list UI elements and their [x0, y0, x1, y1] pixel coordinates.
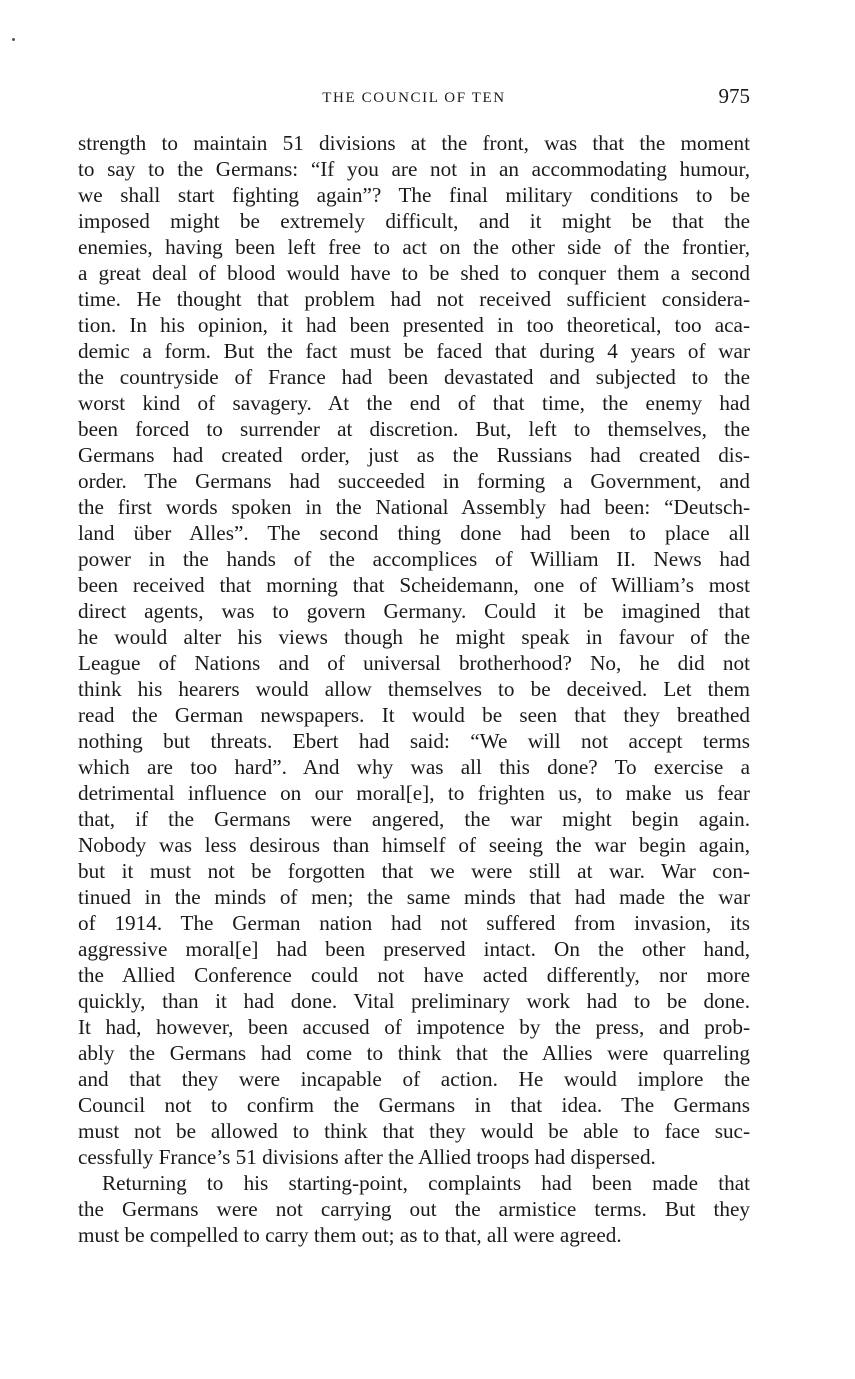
text-line: aggressive moral[e] had been preserved intact. On the other hand,: [78, 937, 750, 961]
text-line: quickly, than it had done. Vital preliminary work had to be done.: [78, 989, 750, 1013]
page-speck: [12, 38, 15, 41]
text-line: read the German newspapers. It would be seen that they breathed: [78, 703, 750, 727]
page-number: 975: [718, 84, 750, 108]
text-line: a great deal of blood would have to be shed to conquer them a second: [78, 261, 750, 285]
text-line: to say to the Germans: “If you are not in an accommodating humour,: [78, 157, 750, 181]
text-line: enemies, having been left free to act on the other side of the frontier,: [78, 235, 750, 259]
text-line: and that they were incapable of action. He would implore the: [78, 1067, 750, 1091]
text-line: Nobody was less desirous than himself of seeing the war begin again,: [78, 833, 750, 857]
text-line: must be compelled to carry them out; as to that, all were agreed.: [78, 1223, 622, 1247]
text-line: Council not to confirm the Germans in that idea. The Germans: [78, 1093, 750, 1117]
text-line: It had, however, been accused of impotence by the press, and prob-: [78, 1015, 750, 1039]
text-line: that, if the Germans were angered, the war might begin again.: [78, 807, 750, 831]
text-line: Germans had created order, just as the Russians had created dis-: [78, 443, 750, 467]
body-text: [78, 130, 750, 1248]
text-line: the first words spoken in the National Assembly had been: “Deutsch-: [78, 495, 750, 519]
text-line: power in the hands of the accomplices of William II. News had: [78, 547, 750, 571]
text-line: order. The Germans had succeeded in forming a Government, and: [78, 469, 750, 493]
text-line: time. He thought that problem had not received sufficient considera-: [78, 287, 750, 311]
text-line: land über Alles”. The second thing done had been to place all: [78, 521, 750, 545]
text-line: tion. In his opinion, it had been presented in too theoretical, too aca-: [78, 313, 750, 337]
text-line: been forced to surrender at discretion. But, left to themselves, the: [78, 417, 750, 441]
running-title: THE COUNCIL OF TEN: [322, 90, 506, 106]
text-line: League of Nations and of universal brotherhood? No, he did not: [78, 651, 750, 675]
text-line: been received that morning that Scheidemann, one of William’s most: [78, 573, 750, 597]
text-line: of 1914. The German nation had not suffered from invasion, its: [78, 911, 750, 935]
running-head: [78, 86, 750, 112]
text-line: imposed might be extremely difficult, and it might be that the: [78, 209, 750, 233]
text-line: demic a form. But the fact must be faced that during 4 years of war: [78, 339, 750, 363]
text-line: the countryside of France had been devastated and subjected to the: [78, 365, 750, 389]
text-line: worst kind of savagery. At the end of that time, the enemy had: [78, 391, 750, 415]
paragraph: [78, 130, 750, 1170]
text-line: the Germans were not carrying out the armistice terms. But they: [78, 1197, 750, 1221]
text-line: we shall start fighting again”? The final military conditions to be: [78, 183, 750, 207]
text-line: tinued in the minds of men; the same minds that had made the war: [78, 885, 750, 909]
text-line: must not be allowed to think that they would be able to face suc-: [78, 1119, 750, 1143]
text-line: direct agents, was to govern Germany. Could it be imagined that: [78, 599, 750, 623]
text-line: strength to maintain 51 divisions at the front, was that the moment: [78, 131, 750, 155]
text-line: think his hearers would allow themselves to be deceived. Let them: [78, 677, 750, 701]
text-line: which are too hard”. And why was all this done? To exercise a: [78, 755, 750, 779]
text-line: but it must not be forgotten that we were still at war. War con-: [78, 859, 750, 883]
text-line: the Allied Conference could not have acted differently, nor more: [78, 963, 750, 987]
text-line: nothing but threats. Ebert had said: “We will not accept terms: [78, 729, 750, 753]
paragraph: [78, 1170, 750, 1248]
text-line: ably the Germans had come to think that the Allies were quarreling: [78, 1041, 750, 1065]
text-line: Returning to his starting-point, complaints had been made that: [102, 1171, 750, 1195]
text-line: cessfully France’s 51 divisions after the Allied troops had dispersed.: [78, 1145, 656, 1169]
text-line: detrimental influence on our moral[e], to frighten us, to make us fear: [78, 781, 750, 805]
text-line: he would alter his views though he might speak in favour of the: [78, 625, 750, 649]
